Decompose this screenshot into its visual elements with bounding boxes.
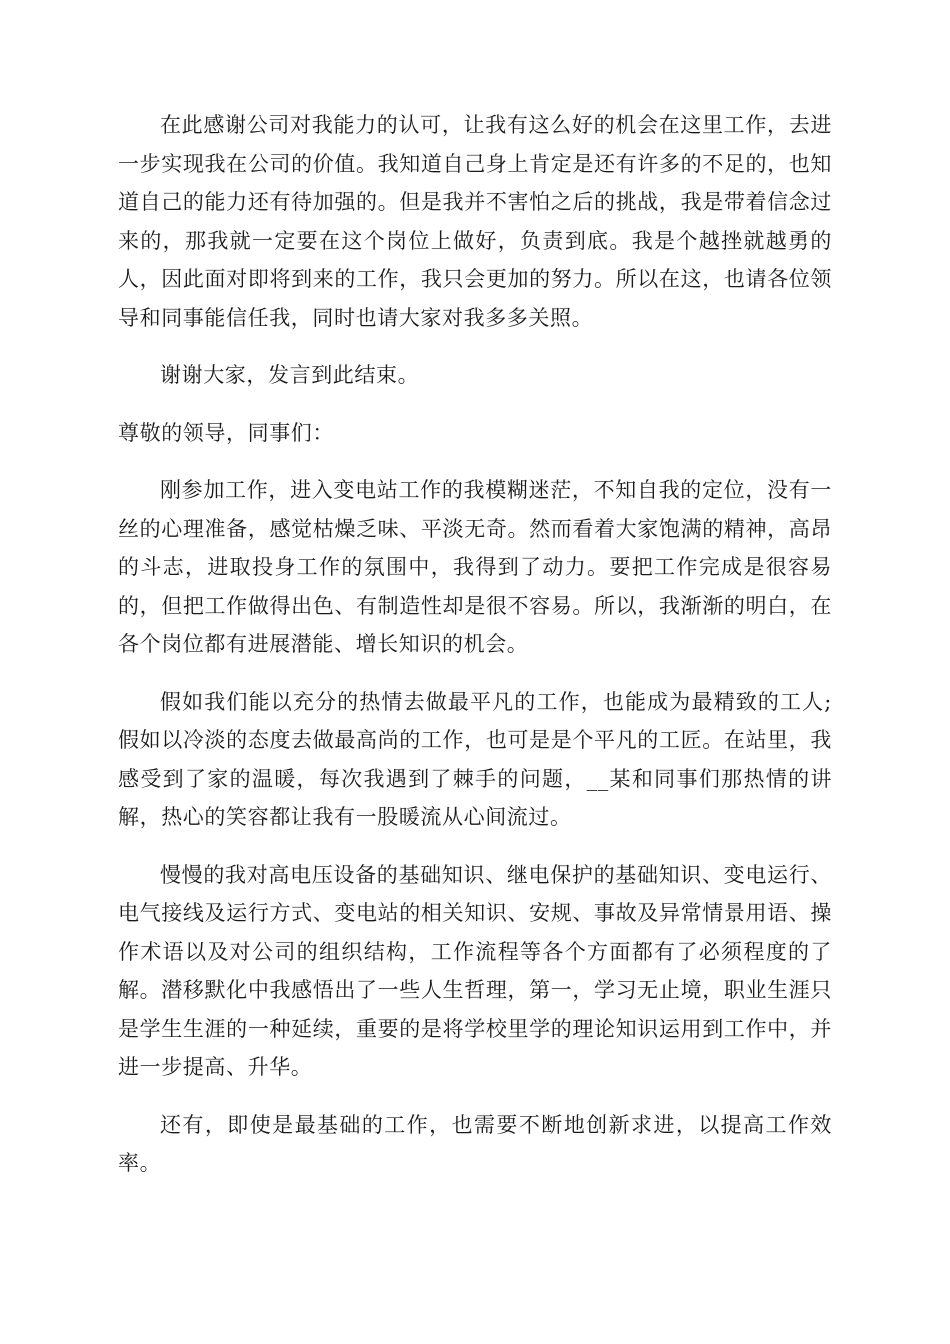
- paragraph-knowledge: 慢慢的我对高电压设备的基础知识、继电保护的基础知识、变电运行、电气接线及运行方式、变电站的相关知识、安规、事故及异常情景用语、操作术语以及对公司的组织结构，工作流程等各个方面都有了必须程度的了解。潜移默化中我感悟出了一些人生哲理，第一，学习无止境，职业生涯只是学生生涯的一种延续，重要的是将学校里学的理论知识运用到工作中，并进一步提高、升华。: [118, 862, 832, 1079]
- paragraph-gratitude: 在此感谢公司对我能力的认可，让我有这么好的机会在这里工作，去进一步实现我在公司的价值。我知道自己身上肯定是还有许多的不足的，也知道自己的能力还有待加强的。但是我并不害怕之后的挑战，我是带着信念过来的，那我就一定要在这个岗位上做好，负责到底。我是个越挫就越勇的人，因此面对即将到来的工作，我只会更加的努力。所以在这，也请各位领导和同事能信任我，同时也请大家对我多多关照。: [118, 113, 832, 330]
- document-page: [118, 106, 832, 1202]
- paragraph-enthusiasm: 假如我们能以充分的热情去做最平凡的工作，也能成为最精致的工人;假如以冷淡的态度去做最高尚的工作，也可是是个平凡的工匠。在站里，我感受到了家的温暖，每次我遇到了棘手的问题，__某和同事们那热情的讲解，热心的笑容都让我有一股暖流从心间流过。: [118, 689, 832, 829]
- paragraph-start-work: 刚参加工作，进入变电站工作的我模糊迷茫，不知自我的定位，没有一丝的心理准备，感觉枯燥乏味、平淡无奇。然而看着大家饱满的精神，高昂的斗志，进取投身工作的氛围中，我得到了动力。要把工作完成是很容易的，但把工作做得出色、有制造性却是很不容易。所以，我渐渐的明白，在各个岗位都有进展潜能、增长知识的机会。: [118, 478, 832, 656]
- paragraph-salutation: 尊敬的领导，同事们：: [118, 420, 334, 445]
- paragraph-closing: 谢谢大家，发言到此结束。: [160, 363, 420, 387]
- paragraph-innovation: 还有，即使是最基础的工作，也需要不断地创新求进，以提高工作效率。: [118, 1112, 832, 1175]
